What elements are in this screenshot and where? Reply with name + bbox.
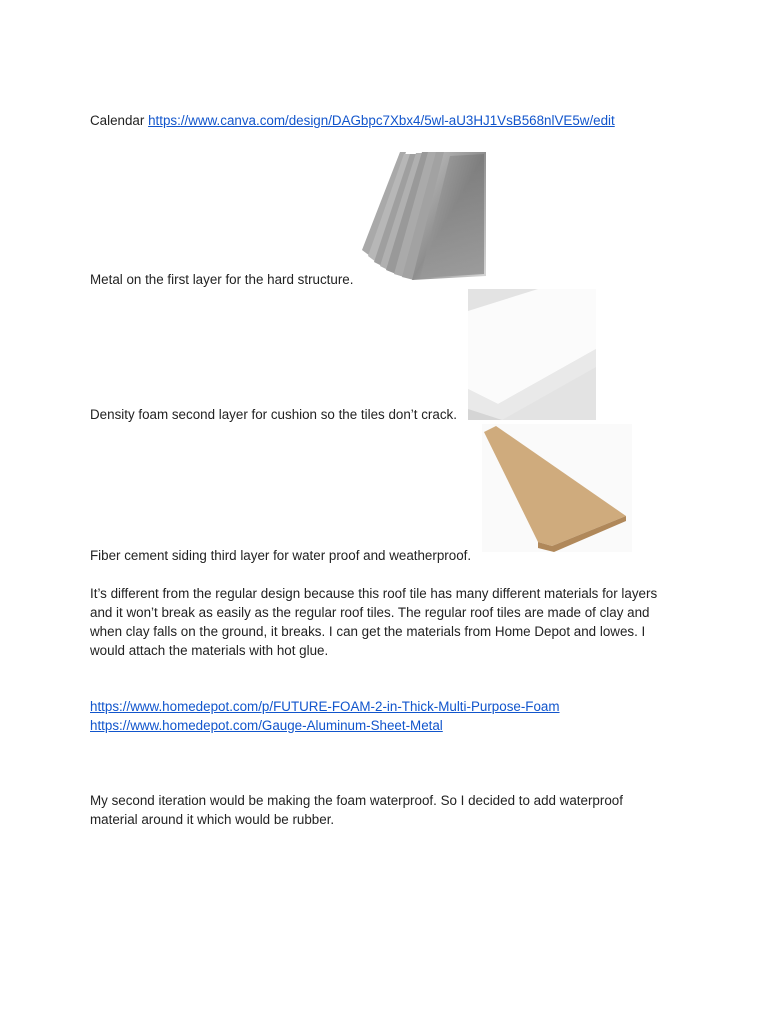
description-line: when clay falls on the ground, it breaks. I can get the materials from Home Depot and lowes. I (90, 624, 646, 639)
homedepot-foam-link[interactable]: https://www.homedepot.com/p/FUTURE-FOAM-2-in-Thick-Multi-Purpose-Foam (90, 699, 560, 714)
iteration-line: My second iteration would be making the foam waterproof. So I decided to add waterproof (90, 793, 623, 808)
calendar-link[interactable]: https://www.canva.com/design/DAGbpc7Xbx4/5wl-aU3HJ1VsB568nlVE5w/edit (148, 113, 615, 128)
metal-sheets-image (360, 150, 488, 285)
calendar-label: Calendar (90, 113, 145, 128)
foam-block-image (468, 289, 596, 420)
fiber-cement-board-image (482, 424, 632, 552)
layer1-text: Metal on the first layer for the hard structure. (90, 272, 354, 287)
description-line: and it won’t break as easily as the regular roof tiles. The regular roof tiles are made of clay and (90, 605, 650, 620)
description-line: would attach the materials with hot glue. (90, 643, 329, 658)
calendar-line (90, 111, 615, 130)
description-paragraph (90, 584, 690, 660)
layer2-text: Density foam second layer for cushion so the tiles don’t crack. (90, 407, 457, 422)
layer3-text: Fiber cement siding third layer for water proof and weatherproof. (90, 548, 472, 563)
description-line: It’s different from the regular design because this roof tile has many different materials for layers (90, 586, 658, 601)
links-block (90, 697, 690, 735)
iteration-line: material around it which would be rubber. (90, 812, 335, 827)
homedepot-metal-link[interactable]: https://www.homedepot.com/Gauge-Aluminum-Sheet-Metal (90, 718, 443, 733)
iteration-paragraph (90, 791, 690, 829)
